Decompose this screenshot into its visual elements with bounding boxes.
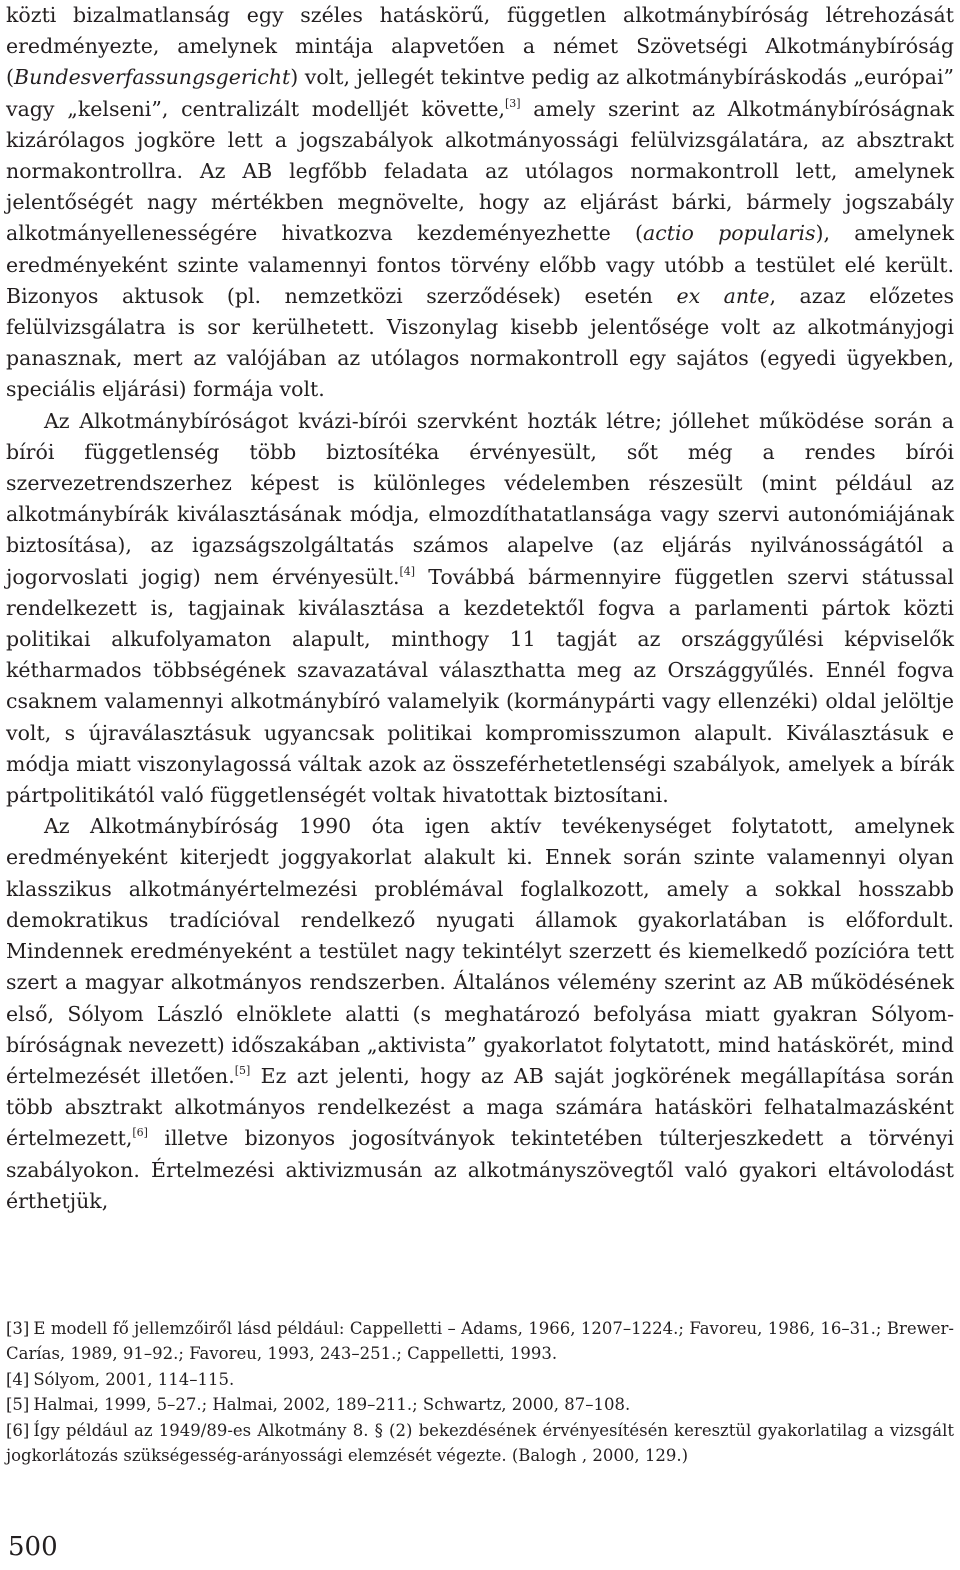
paragraph — [6, 811, 954, 1217]
footnote — [6, 1392, 954, 1417]
text-run: amely szerint az Alkotmánybíróságnak kizárólagos jogköre lett a jogszabályok alkotmányossági felülvizsgálatára, az absztrakt normakontrollra. Az AB legfőbb feladata az utólagos normakontroll lett, amelynek jelentőségét nagy mértékben megnövelte, hogy az eljárást bárki, bármely jogszabály alkotmányellenességére hivatkozva kezdeményezhette ( — [6, 96, 954, 246]
footnotes — [6, 1316, 954, 1468]
text-run: , azaz előzetes felülvizsgálatra is sor kerülhetett. Viszonylag kisebb jelentősége volt az alkotmányjogi panasznak, mert az valójában az utólagos normakontroll egy sajátos (egyedi ügyekben, speciális eljárási) formája volt. — [6, 283, 955, 402]
text-run: Ez azt jelenti, hogy az AB saját jogkörének megállapítása során több absztrakt alkotmányos rendelkezést a maga számára hatásköri felhatalmazásként értelmezett, — [6, 1063, 955, 1151]
body-text — [6, 0, 954, 1217]
footnote-reference: [3] — [505, 96, 521, 110]
footnote — [6, 1367, 954, 1392]
footnote-reference: [6] — [132, 1126, 148, 1140]
footnote — [6, 1418, 954, 1469]
footnote-number: [6] — [6, 1420, 30, 1440]
text-run: Az Alkotmánybíróságot kvázi-bírói szervként hozták létre; jóllehet működése során a bírói függetlenség több biztosítéka érvényesült, sőt még a rendes bírói szervezetrendszerhez képest is különleges védelemben részesült (mint például az alkotmánybírák kiválasztásának módja, elmozdíthatatlansága vagy szervi autonómiájának biztosítása), az igazságszolgáltatás számos alapelve (az eljárás nyilvánosságától a jogorvoslati jogig) nem érvényesült. — [6, 408, 954, 589]
footnote — [6, 1316, 954, 1367]
footnote-text: E modell fő jellemzőiről lásd például: Cappelletti – Adams, 1966, 1207–1224.; Favoreu, 1986, 16–31.; Brewer-Carías, 1989, 91–92.; Favoreu, 1993, 243–251.; Cappelletti, 1993. — [6, 1319, 954, 1364]
text-run: Továbbá bármennyire független szervi státussal rendelkezett is, tagjainak kiválasztása a kezdetektől fogva a parlamenti pártok közti politikai alkufolyamaton alapult, minthogy 11 tagját az országgyűlési képviselők kétharmados többségének szavazatával választhatta meg az Országgyűlés. Ennél fogva csaknem valamennyi alkotmánybíró valamelyik (kormánypárti vagy ellenzéki) oldal jelöltje volt, s újraválasztásuk ugyancsak politikai kompromisszumon alapult. Kiválasztásuk e módja miatt viszonylagossá váltak azok az összeférhetetlenségi szabályok, amelyek a bírák pártpolitikától való függetlenségét voltak hivatottak biztosítani. — [6, 564, 954, 808]
footnote-number: [5] — [6, 1395, 30, 1415]
footnote-reference: [5] — [234, 1063, 251, 1077]
footnote-text: Sólyom, 2001, 114–115. — [33, 1369, 235, 1389]
text-run: ), amelynek eredményeként szinte valamennyi fontos törvény előbb vagy utóbb a testület elé került. Bizonyos aktusok (pl. nemzetközi szerződések) esetén — [6, 221, 954, 308]
paragraph — [6, 406, 954, 812]
paragraph — [6, 0, 954, 406]
footnote-text: Halmai, 1999, 5–27.; Halmai, 2002, 189–211.; Schwartz, 2000, 87–108. — [33, 1395, 631, 1415]
footnote-number: [3] — [6, 1319, 30, 1338]
footnote-text: Így például az 1949/89-es Alkotmány 8. § (2) bekezdésének érvényesítésén keresztül gyakorlatilag a vizsgált jogkorlátozás szükségesség-arányossági elemzését végezte. (Balogh , 2000, 129.) — [6, 1420, 954, 1466]
italic-text: actio popularis — [643, 221, 816, 246]
italic-text: Bundesverfassungsgericht — [14, 65, 291, 90]
italic-text: ex ante — [676, 283, 770, 308]
page-number: 500 — [8, 1532, 58, 1562]
footnote-reference: [4] — [399, 564, 416, 578]
text-run: Az Alkotmánybíróság 1990 óta igen aktív tevékenységet folytatott, amelynek eredményeként kiterjedt joggyakorlat alakult ki. Ennek során szinte valamennyi olyan klasszikus alkotmányértelmezési problémával foglalkozott, amely a sokkal hosszabb demokratikus tradícióval rendelkező nyugati államok gyakorlatában is előfordult. Mindennek eredményeként a testület nagy tekintélyt szerzett és kiemelkedő pozícióra tett szert a magyar alkotmányos rendszerben. Általános vélemény szerint az AB működésének első, Sólyom László elnöklete alatti (s meghatározó befolyása miatt gyakran Sólyom-bíróságnak nevezett) időszakában „aktivista” gyakorlatot folytatott, mind hatáskörét, mind értelmezését illetően. — [6, 814, 954, 1088]
footnote-number: [4] — [6, 1369, 30, 1389]
text-run: közti bizalmatlanság egy széles hatáskörű, független alkotmánybíróság létrehozását eredményezte, amelynek mintája alapvetően a német Szövetségi Alkotmánybíróság ( — [6, 3, 954, 90]
text-run: ) volt, jellegét tekintve pedig az alkotmánybíráskodás „európai” vagy „kelseni”, centralizált modelljét követte, — [6, 65, 954, 121]
text-run: illetve bizonyos jogosítványok tekintetében túlterjeszkedett a törvényi szabályokon. Értelmezési aktivizmusán az alkotmányszövegtől való gyakori eltávolodást érthetjük, — [6, 1126, 954, 1213]
